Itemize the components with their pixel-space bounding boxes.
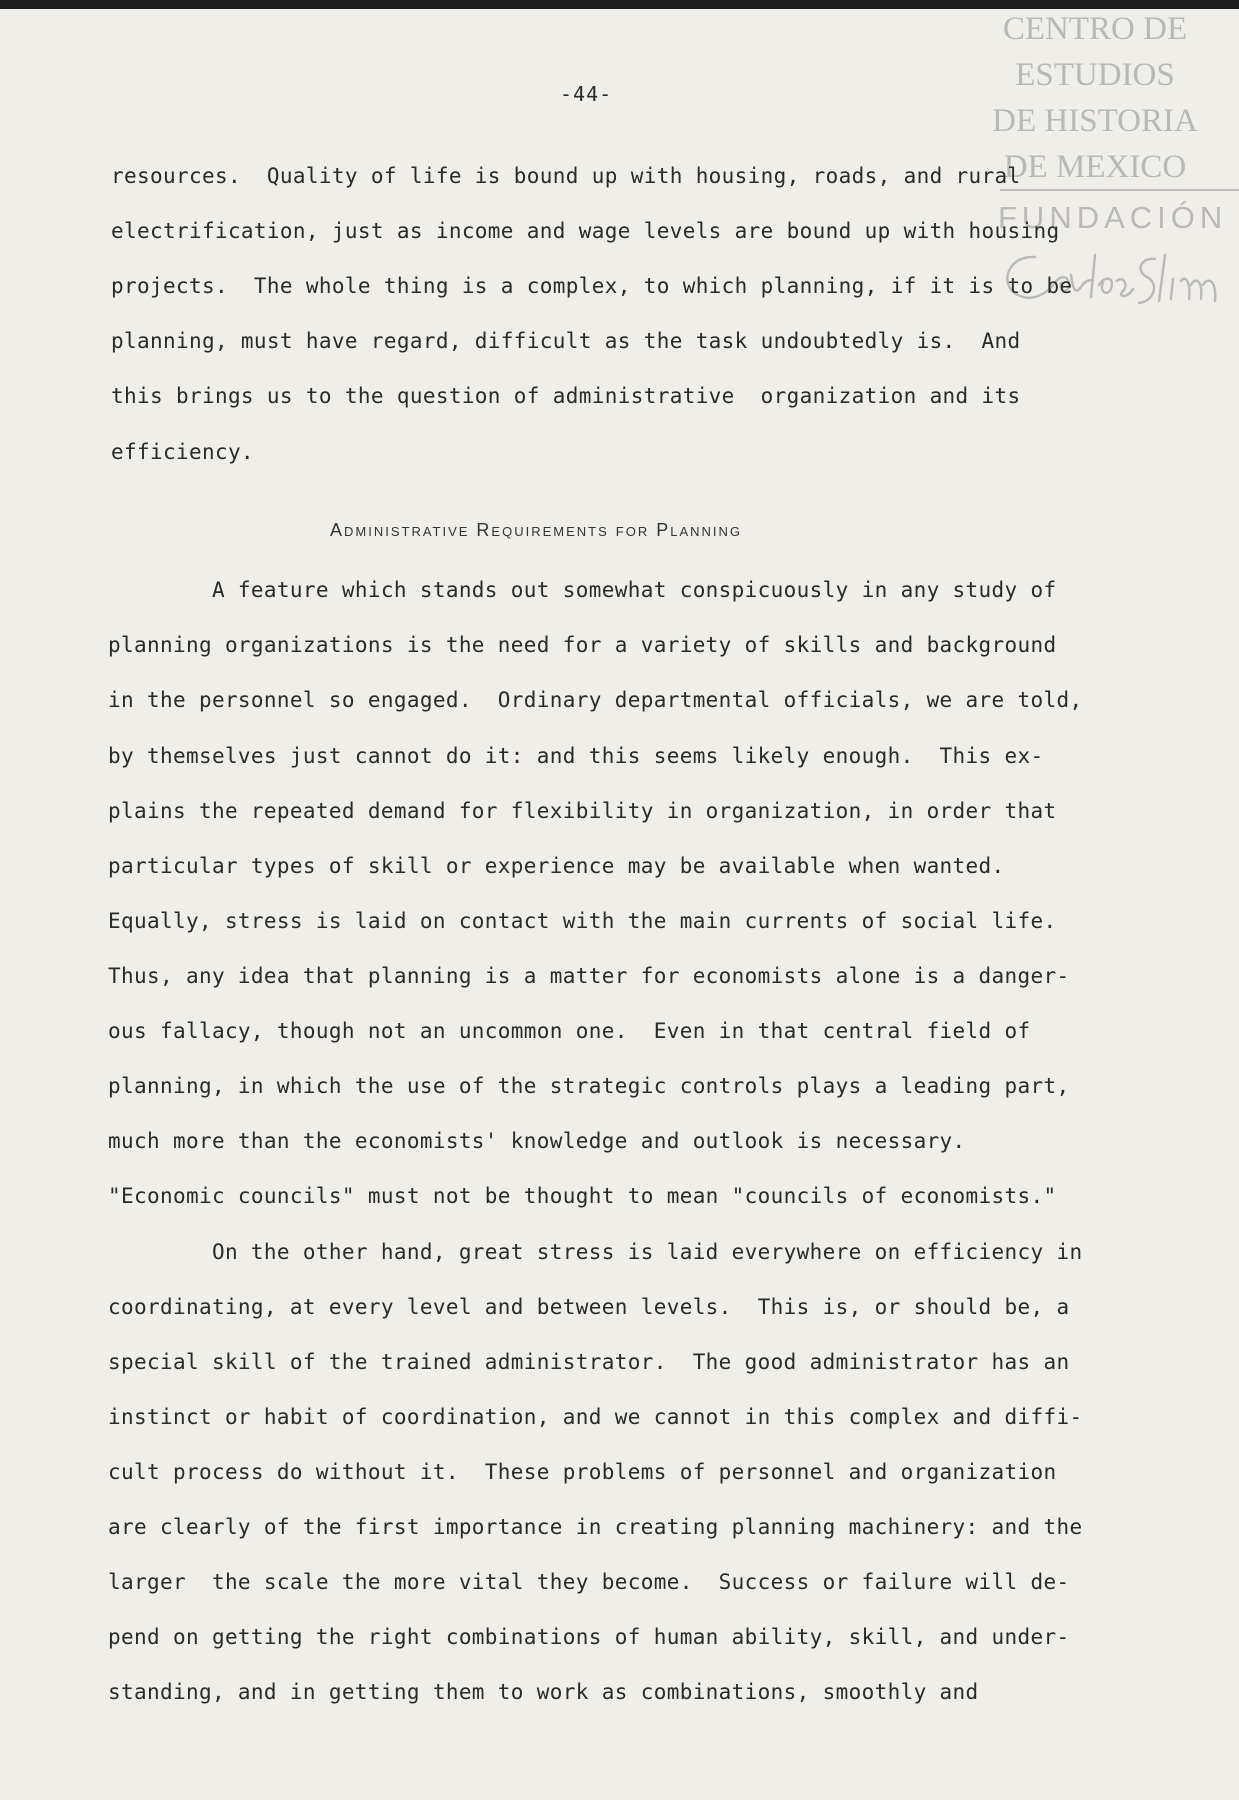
- text-line: special skill of the trained administrator. The good administrator has an: [108, 1350, 1070, 1374]
- page-number: -44-: [560, 82, 613, 106]
- watermark-line: DE MEXICO: [1003, 149, 1187, 185]
- text-line: planning, must have regard, difficult as the task undoubtedly is. And: [111, 329, 1021, 353]
- text-line: "Economic councils" must not be thought to mean "councils of economists.": [108, 1184, 1057, 1208]
- text-line: by themselves just cannot do it: and this seems likely enough. This ex-: [108, 744, 1044, 768]
- text-line: much more than the economists' knowledge and outlook is necessary.: [108, 1129, 966, 1153]
- watermark-divider: [1000, 189, 1239, 191]
- text-line: projects. The whole thing is a complex, to which planning, if it is to be: [111, 274, 1073, 298]
- archive-watermark: [960, 6, 1230, 190]
- text-line: ous fallacy, though not an uncommon one. Even in that central field of: [108, 1019, 1031, 1043]
- section-heading: Administrative Requirements for Planning: [330, 520, 743, 540]
- text-line: planning, in which the use of the strategic controls plays a leading part,: [108, 1074, 1070, 1098]
- text-line: plains the repeated demand for flexibility in organization, in order that: [108, 799, 1057, 823]
- watermark-line: CENTRO DE: [1002, 11, 1188, 47]
- text-line: are clearly of the first importance in creating planning machinery: and the: [108, 1515, 1083, 1539]
- text-line: Equally, stress is laid on contact with the main currents of social life.: [108, 909, 1057, 933]
- text-line: pend on getting the right combinations of human ability, skill, and under-: [108, 1625, 1070, 1649]
- text-line: instinct or habit of coordination, and we cannot in this complex and diffi-: [108, 1405, 1083, 1429]
- text-line: this brings us to the question of administrative organization and its: [111, 384, 1021, 408]
- text-line: Thus, any idea that planning is a matter for economists alone is a danger-: [108, 964, 1070, 988]
- watermark-foundation: FUNDACIÓN: [998, 200, 1228, 235]
- text-line: in the personnel so engaged. Ordinary departmental officials, we are told,: [108, 688, 1083, 712]
- text-line: standing, and in getting them to work as combinations, smoothly and: [108, 1680, 979, 1704]
- text-line: efficiency.: [111, 440, 254, 464]
- text-line: coordinating, at every level and between levels. This is, or should be, a: [108, 1295, 1070, 1319]
- text-line: larger the scale the more vital they become. Success or failure will de-: [108, 1570, 1070, 1594]
- watermark-line: DE HISTORIA: [992, 103, 1198, 139]
- text-line: planning organizations is the need for a variety of skills and background: [108, 633, 1057, 657]
- text-line: A feature which stands out somewhat conspicuously in any study of: [108, 578, 1057, 602]
- text-line: resources. Quality of life is bound up with housing, roads, and rural: [111, 164, 1021, 188]
- watermark-line: ESTUDIOS: [1015, 57, 1175, 93]
- text-line: cult process do without it. These problems of personnel and organization: [108, 1460, 1057, 1484]
- text-line: particular types of skill or experience may be available when wanted.: [108, 854, 1005, 878]
- text-line: electrification, just as income and wage levels are bound up with housing: [111, 219, 1060, 243]
- text-line: On the other hand, great stress is laid everywhere on efficiency in: [108, 1240, 1083, 1264]
